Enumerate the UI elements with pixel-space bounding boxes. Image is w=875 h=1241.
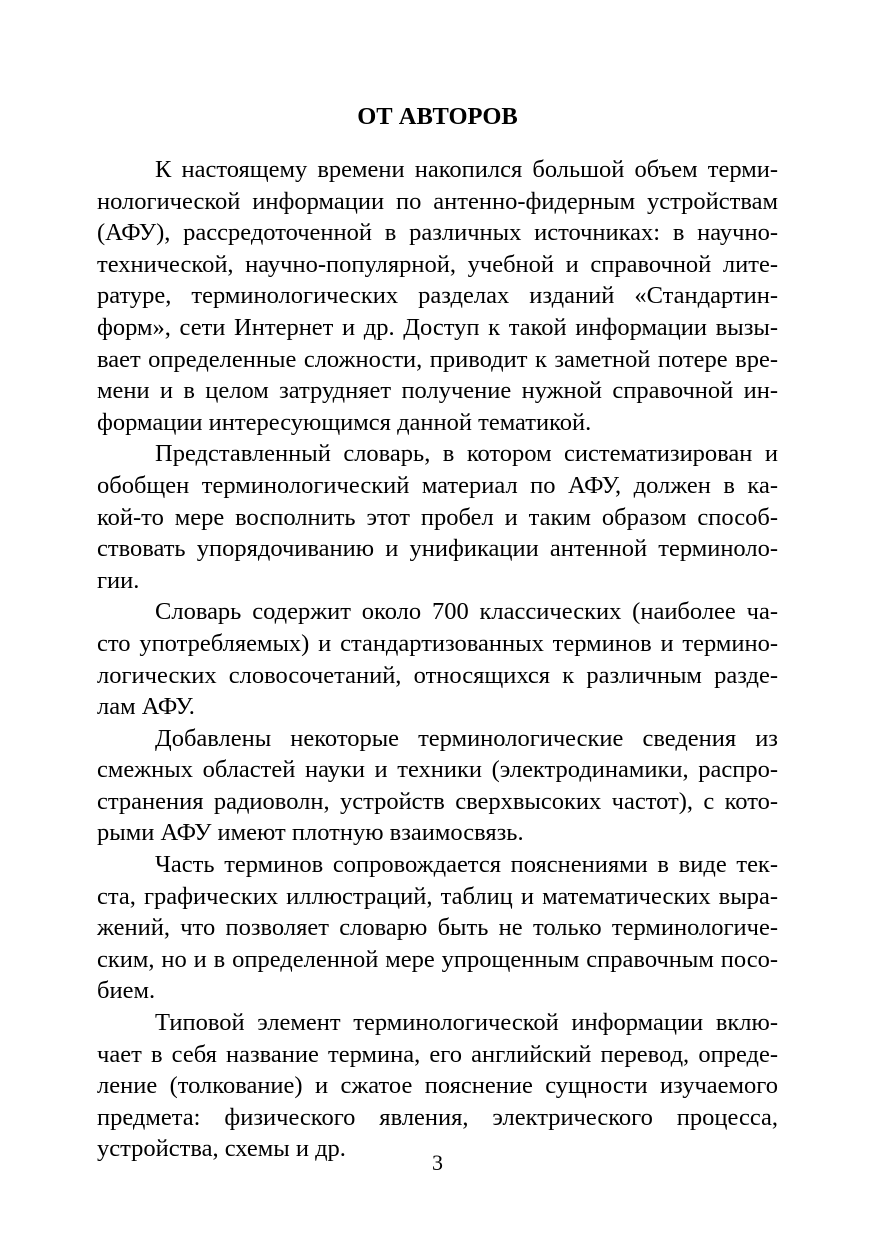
text-line: смежных областей науки и техники (электродинамики, распро- [97,756,778,784]
text-line: ление (толкование) и сжатое пояснение сущности изучаемого [97,1072,778,1100]
text-line: Часть терминов сопровождается пояснениями в виде тек- [155,851,778,879]
text-line: сто употребляемых) и стандартизованных терминов и термино- [97,629,778,657]
text-line: форм», сети Интернет и др. Доступ к такой информации вызы- [97,313,778,341]
text-line: вает определенные сложности, приводит к заметной потере вре- [97,345,778,373]
body-text [97,154,778,1165]
text-line: Словарь содержит около 700 классических (наиболее ча- [155,598,778,626]
paragraph-6 [97,1007,778,1165]
text-line: чает в себя название термина, его английский перевод, опреде- [97,1040,778,1068]
text-line: Типовой элемент терминологической информации вклю- [155,1009,778,1037]
text-line: бием. [97,977,156,1005]
text-line: Добавлены некоторые терминологические сведения из [155,724,778,752]
text-line: ским, но и в определенной мере упрощенным справочным посо- [97,945,778,973]
page-number: 3 [432,1150,443,1175]
paragraph-5 [97,849,778,1007]
page-title: ОТ АВТОРОВ [357,103,518,130]
text-line: рыми АФУ имеют плотную взаимосвязь. [97,819,524,847]
paragraph-1 [97,154,778,438]
text-line: гии. [97,566,140,594]
text-line: мени и в целом затрудняет получение нужной справочной ин- [97,377,778,405]
text-line: логических словосочетаний, относящихся к различным разде- [97,661,778,689]
text-line: ратуре, терминологических разделах изданий «Стандартин- [97,282,778,310]
text-line: обобщен терминологический материал по АФУ, должен в ка- [97,471,778,499]
text-line: устройства, схемы и др. [97,1135,346,1163]
text-line: (АФУ), рассредоточенной в различных источниках: в научно- [97,219,778,247]
text-line: предмета: физического явления, электрического процесса, [97,1103,778,1131]
text-line: Представленный словарь, в котором систематизирован и [155,440,778,468]
text-line: ста, графических иллюстраций, таблиц и математических выра- [97,882,778,910]
text-line: странения радиоволн, устройств сверхвысоких частот), с кото- [97,787,778,815]
text-line: формации интересующимся данной тематикой. [97,408,592,436]
text-line: К настоящему времени накопился большой объем терми- [155,156,778,183]
text-line: лам АФУ. [97,693,195,721]
text-line: технической, научно-популярной, учебной и справочной лите- [97,250,778,278]
paragraph-3 [97,596,778,722]
paragraph-4 [97,723,778,849]
text-line: нологической информации по антенно-фидерным устройствам [97,187,778,215]
text-line: кой-то мере восполнить этот пробел и таким образом способ- [97,503,778,531]
paragraph-2 [97,438,778,596]
text-line: жений, что позволяет словарю быть не только терминологиче- [97,914,778,942]
text-line: ствовать упорядочиванию и унификации антенной терминоло- [97,535,778,563]
